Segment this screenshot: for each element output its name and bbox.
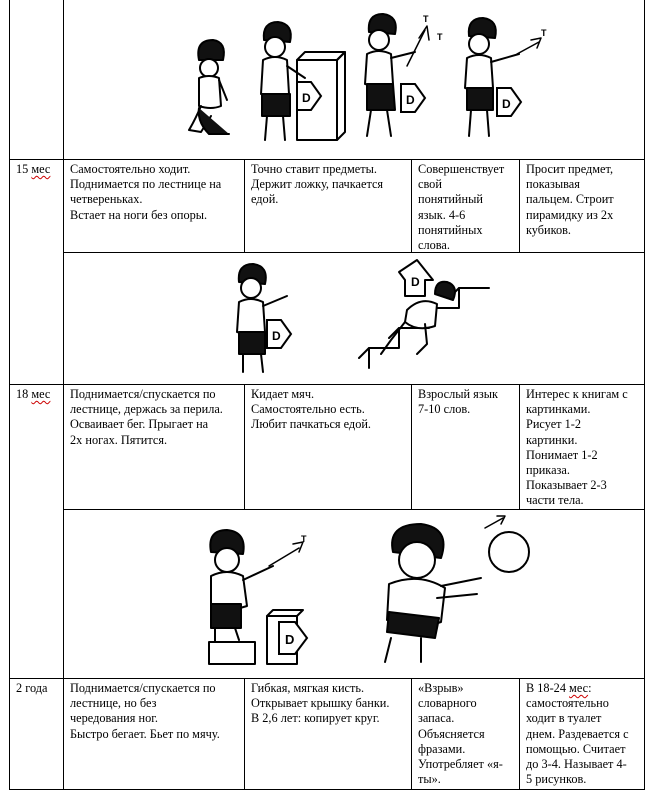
text-line: помощью. Считает — [526, 741, 626, 756]
child-standing-pointing — [465, 18, 541, 136]
text-line: чередования ног. — [70, 711, 158, 726]
speech-cell — [412, 679, 519, 787]
text-line: Поднимается/спускается по — [70, 681, 216, 695]
text-line: четвереньках. — [70, 192, 143, 207]
text-line: «Взрыв» — [418, 681, 464, 695]
text-line: Поднимается по лестнице на — [70, 177, 222, 192]
text-line: Точно ставит предметы. — [251, 162, 377, 176]
text-line: пирамидку из 2х — [526, 207, 614, 222]
text-line: приказа. — [526, 463, 570, 478]
age-number: 15 — [16, 162, 29, 176]
text-line: части тела. — [526, 493, 584, 508]
age-unit: года — [25, 681, 48, 695]
fine-motor-cell — [245, 385, 411, 433]
age-unit: мес — [31, 387, 51, 401]
age-cell — [10, 160, 63, 177]
text-line: свой — [418, 177, 442, 192]
motor-skills-cell — [64, 385, 244, 448]
text-line: Рисует 1-2 — [526, 417, 581, 432]
text-line: Просит предмет, — [526, 162, 614, 176]
text-line: Держит ложку, пачкается — [251, 177, 384, 192]
text-line: Осваивает бег. Прыгает на — [70, 417, 209, 432]
text-fragment: : — [588, 681, 592, 695]
sign-letter: D — [302, 91, 311, 105]
text-line: Понимает 1-2 — [526, 447, 598, 462]
text-line: запаса. — [418, 711, 455, 726]
text-line: понятийных — [418, 222, 483, 237]
text-line: Употребляет «я- — [418, 757, 503, 772]
arrow-letter: T — [423, 14, 429, 24]
age-cell — [10, 385, 63, 402]
age-unit: мес — [31, 162, 51, 176]
text-line: показывая — [526, 177, 580, 192]
text-line: самостоятельно — [526, 696, 609, 711]
text-fragment: В 18-24 — [526, 681, 570, 695]
text-line: лестнице, держась за перила. — [70, 402, 223, 417]
text-line: картинками. — [526, 402, 591, 417]
social-cell — [520, 385, 644, 509]
social-cell — [520, 679, 644, 787]
text-line: картинки. — [526, 432, 578, 447]
sign-letter: D — [411, 275, 420, 289]
age-unit: мес — [569, 681, 589, 695]
arrow-letter: T — [541, 28, 547, 38]
text-line: Самостоятельно есть. — [251, 402, 365, 417]
text-line: днем. Раздевается с — [526, 726, 629, 741]
text-line: понятийный — [418, 192, 483, 207]
text-line: словарного — [418, 696, 477, 711]
development-table — [9, 0, 645, 790]
text-line: язык. 4-6 — [418, 207, 466, 222]
text-line: Кидает мяч. — [251, 387, 315, 401]
age-number: 18 — [16, 387, 29, 401]
text-line — [526, 681, 638, 696]
speech-cell — [412, 160, 519, 253]
fine-motor-cell — [245, 679, 411, 727]
motor-skills-cell — [64, 160, 244, 223]
age-cell — [10, 679, 63, 696]
text-line: фразами. — [418, 741, 466, 756]
child-kneeling — [189, 40, 229, 134]
illustration-bottom — [179, 512, 549, 674]
text-line: до 3-4. Называет 4- — [526, 757, 627, 772]
arrow-letter: T — [301, 534, 307, 544]
text-line: Любит пачкаться едой. — [251, 417, 371, 432]
text-line: В 2,6 лет: копирует круг. — [251, 711, 380, 726]
illustration-top — [169, 10, 569, 150]
text-line: ты». — [418, 772, 441, 787]
text-line: Взрослый язык — [418, 387, 498, 401]
text-line: Самостоятельно ходит. — [70, 162, 191, 176]
child-walking — [237, 264, 287, 372]
arrow-letter: T — [437, 32, 443, 42]
age-number: 2 — [16, 681, 23, 695]
text-line: лестнице, но без — [70, 696, 157, 711]
text-line: 7-10 слов. — [418, 402, 471, 417]
speech-cell — [412, 385, 519, 417]
text-line: Поднимается/спускается по — [70, 387, 216, 401]
text-line: кубиков. — [526, 222, 572, 237]
text-line: ходит в туалет — [526, 711, 602, 726]
text-line: слова. — [418, 238, 450, 253]
child-drawing — [169, 10, 569, 150]
motor-skills-cell — [64, 679, 244, 742]
illustration-middle — [229, 258, 509, 380]
text-line: пальцем. Строит — [526, 192, 614, 207]
child-stairs-drawing — [229, 258, 509, 380]
sign-letter: D — [285, 632, 295, 647]
sign-letter: D — [502, 97, 511, 111]
child-throwing — [385, 524, 481, 662]
text-line: Показывает 2-3 — [526, 478, 607, 493]
social-cell — [520, 160, 644, 238]
text-line: Интерес к книгам с — [526, 387, 628, 401]
text-line: Объясняется — [418, 726, 485, 741]
fine-motor-cell — [245, 160, 411, 208]
text-line: Совершенствует — [418, 162, 505, 176]
sign-d — [267, 275, 420, 348]
child-ball-drawing — [179, 512, 549, 674]
child-pointing — [365, 14, 429, 136]
text-line: едой. — [251, 192, 279, 207]
text-line: 5 рисунков. — [526, 772, 587, 787]
text-line: Гибкая, мягкая кисть. — [251, 681, 365, 695]
sign-letter: D — [406, 93, 415, 107]
text-line: Встает на ноги без опоры. — [70, 207, 208, 222]
sign-letter: D — [272, 329, 281, 343]
ball — [489, 532, 529, 572]
text-line: Быстро бегает. Бьет по мячу. — [70, 726, 220, 741]
text-line: 2х ногах. Пятится. — [70, 432, 168, 447]
text-line: Открывает крышку банки. — [251, 696, 390, 711]
